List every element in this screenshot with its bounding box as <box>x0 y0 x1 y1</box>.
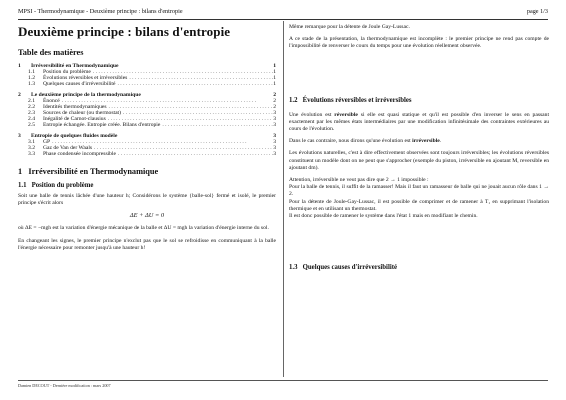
toc-number: 3 <box>18 133 21 139</box>
toc-label: Sources de chaleur (ou thermostat) <box>43 110 121 116</box>
paragraph: Pour la balle de tennis, il suffit de la ramasser! Mais il faut un ramasseur de balle qui ne jouait aucun rôle dans 1 → 2. <box>289 184 549 198</box>
toc-number: 2.5 <box>28 122 35 128</box>
column-separator <box>283 21 284 377</box>
paragraph: Les évolutions naturelles, c'est à dire effectivement observées sont toujours irréversibles; les évolutions réversibles constituent un modèle dont on ne peut que s'approcher (exemple du piston, irréversible en ajoutant M, reversible en ajoutant dm). <box>289 150 549 171</box>
toc-label: Quelques causes d'irréversibilité <box>43 81 116 87</box>
text: Une évolution est <box>289 111 335 118</box>
toc-leader <box>116 151 273 157</box>
toc-page: 3 <box>273 139 276 145</box>
document-title: Deuxième principe : bilans d'entropie <box>18 24 231 39</box>
paragraph: A ce stade de la présentation, la thermodynamique est incomplète : le premier principe ne rend pas compte de l'impossibilité de renverser le cours du temps pour une évolution réellement observée. <box>289 36 549 50</box>
toc-leader <box>160 122 273 128</box>
paragraph <box>289 138 549 145</box>
subsection-1-1-heading <box>18 182 276 189</box>
toc-page: 3 <box>273 133 276 139</box>
toc-group <box>18 63 276 87</box>
toc-number: 1 <box>18 63 21 69</box>
toc-page: 1 <box>273 63 276 69</box>
toc-page: 3 <box>273 116 276 122</box>
toc-subsection-entry[interactable] <box>18 122 276 128</box>
subsection-title: Quelques causes d'irréversibilité <box>302 264 398 272</box>
header-left: MPSI - Thermodynamique - Deuxième principe : bilans d'entropie <box>18 8 183 15</box>
subsection-1-3-heading <box>289 264 549 271</box>
right-column <box>289 24 549 275</box>
toc-subsection-entry[interactable] <box>18 151 276 157</box>
term-reversible: réversible <box>334 111 358 118</box>
toc-number: 2.1 <box>28 98 35 104</box>
toc-number: 1.1 <box>28 69 35 75</box>
toc-label: Identités thermodynamiques <box>43 104 107 110</box>
toc-label: Entropie de quelques fluides modèle <box>31 133 118 139</box>
paragraph: où ΔE = −mgh est la variation d'énergie mécanique de la balle et ΔU = mgh la variation d'énergie interne du sol. <box>18 225 269 232</box>
toc-indent <box>20 151 28 157</box>
toc-label: GP <box>43 139 51 145</box>
table-of-contents <box>18 63 276 157</box>
text: si elle est quasi statique et qu'il est possible d'en inverser le sens en passant exactement par les mêmes états intermédiaires par une modification infinitésimale des contraintes extérieures au cours de l'évolution. <box>289 111 550 133</box>
header-rule <box>18 19 548 20</box>
text: . <box>439 138 442 145</box>
toc-page: 3 <box>273 122 276 128</box>
text: Dans le cas contraire, nous dirons qu'une évolution est <box>289 138 413 145</box>
subsection-1-2-heading <box>289 97 549 104</box>
paragraph: Même remarque pour la détente de Joule Gay-Lussac. <box>289 24 410 30</box>
toc-page: 2 <box>273 98 276 104</box>
toc-number: 2.2 <box>28 104 35 110</box>
toc-label: Irréversibilité en Thermodynamique <box>31 63 119 69</box>
subsection-number: 1.3 <box>289 264 298 272</box>
toc-label: Phase condensée incompressible <box>43 151 117 157</box>
paragraph: Soit une balle de tennis lâchée d'une hauteur h; Considérons le système {balle-sol} fermé et isolé, le premier principe s'écrit alors <box>18 193 276 207</box>
toc-label: Évolutions réversibles et irréversibles <box>43 75 128 81</box>
toc-page: 1 <box>273 75 276 81</box>
subsection-title: Évolutions réversibles et irréversibles <box>302 96 412 104</box>
paragraph <box>289 112 549 134</box>
toc-group <box>18 133 276 157</box>
paragraph: En changeant les signes, le premier principe n'exclut pas que le sol se refroidisse en communiquant à la balle l'énergie nécessaire pour remonter jusqu'à une hauteur h! <box>18 237 276 251</box>
term-irreversible: irréversible <box>412 138 440 145</box>
toc-page: 1 <box>273 81 276 87</box>
toc-group <box>18 92 276 128</box>
toc-page: 3 <box>273 110 276 116</box>
toc-label: Inégalité de Carnot-clausius <box>43 116 106 122</box>
paragraph: Attention, irréversible ne veut pas dire que 2 → 1 impossible : <box>289 177 429 184</box>
toc-label: Entropie échangée. Entropie créée. Bilans d'entropie <box>43 122 161 128</box>
footer-text: Damien DECOUT - Dernière modification : mars 2007 <box>18 383 111 388</box>
header-page-number: page 1/3 <box>526 8 548 15</box>
toc-number: 3.2 <box>28 145 35 151</box>
section-title: Irréversibilité en Thermodynamique <box>28 167 159 176</box>
subsection-title: Position du problème <box>31 182 94 189</box>
section-1-heading <box>18 167 276 176</box>
toc-label: Le deuxième principe de la thermodynamique <box>31 92 141 98</box>
toc-label: Position du problème <box>43 69 91 75</box>
equation: ΔE + ΔU = 0 <box>129 212 165 220</box>
section-number: 1 <box>18 167 23 176</box>
left-column <box>18 24 276 257</box>
toc-number: 1.3 <box>28 81 35 87</box>
toc-subsection-entry[interactable] <box>18 81 276 87</box>
toc-page: 2 <box>273 92 276 98</box>
toc-label: Énoncé <box>43 98 60 104</box>
subsection-number: 1.2 <box>289 96 298 104</box>
toc-page: 3 <box>273 151 276 157</box>
paragraph: Pour la détente de Joule-Gay-Lussac, il est possible de comprimer et de ramener à T₁ en supprimant l'isolation thermique et en utilisant un thermostat. <box>289 198 549 212</box>
toc-leader <box>115 81 273 87</box>
toc-number: 3.1 <box>28 139 35 145</box>
subsection-number: 1.1 <box>18 182 27 189</box>
toc-page: 2 <box>273 104 276 110</box>
toc-indent <box>20 81 28 87</box>
toc-indent <box>20 122 28 128</box>
paragraph: Il est donc possible de ramener le système dans l'état 1 mais en modifiant le chemin. <box>289 213 478 220</box>
toc-number: 2.3 <box>28 110 35 116</box>
toc-page: 1 <box>273 69 276 75</box>
footer-rule <box>18 380 548 381</box>
running-header <box>18 8 548 15</box>
toc-heading: Table des matières <box>18 48 84 57</box>
toc-label: Gaz de Van der Waals <box>43 145 93 151</box>
toc-number: 2 <box>18 92 21 98</box>
toc-number: 3.3 <box>28 151 35 157</box>
toc-number: 2.4 <box>28 116 35 122</box>
toc-number: 1.2 <box>28 75 35 81</box>
toc-page: 3 <box>273 145 276 151</box>
